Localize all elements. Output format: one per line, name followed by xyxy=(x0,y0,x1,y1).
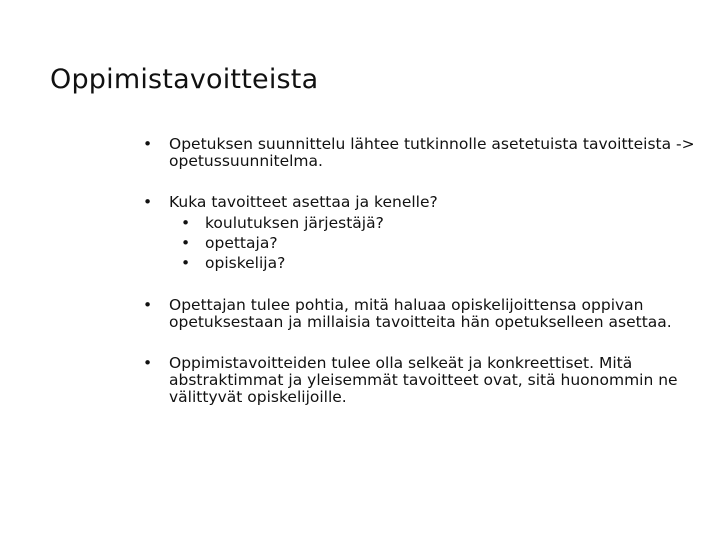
bullet-icon: • xyxy=(181,254,191,272)
bullet-icon: • xyxy=(143,354,153,372)
sub-list-item xyxy=(181,233,703,253)
bullet-text: Opetuksen suunnittelu lähtee tutkinnolle asetetuista tavoitteista -> opetussuunnitelma. xyxy=(169,135,695,170)
list-item xyxy=(143,297,703,331)
list-item xyxy=(143,355,703,406)
bullet-text: Opettajan tulee pohtia, mitä haluaa opiskelijoittensa oppivan opetuksestaan ja millaisia tavoitteita hän opetukselleen asettaa. xyxy=(169,296,672,331)
sub-list-item xyxy=(181,213,703,233)
bullet-icon: • xyxy=(143,135,153,153)
sub-item-text: opettaja? xyxy=(205,234,278,252)
bullet-icon: • xyxy=(143,193,153,211)
bullet-icon: • xyxy=(143,296,153,314)
bullet-icon: • xyxy=(181,234,191,252)
sub-list-item xyxy=(181,253,703,273)
sub-list xyxy=(169,213,703,273)
sub-item-text: koulutuksen järjestäjä? xyxy=(205,214,384,232)
list-item xyxy=(143,194,703,273)
bullet-icon: • xyxy=(181,214,191,232)
sub-item-text: opiskelija? xyxy=(205,254,286,272)
bullet-text: Oppimistavoitteiden tulee olla selkeät ja konkreettiset. Mitä abstraktimmat ja yleisemmät tavoitteet ovat, sitä huonommin ne välittyvät opiskelijoille. xyxy=(169,354,678,406)
slide-title: Oppimistavoitteista xyxy=(50,64,319,95)
list-item xyxy=(143,136,703,170)
bullet-list xyxy=(143,136,703,430)
bullet-text: Kuka tavoitteet asettaa ja kenelle? xyxy=(169,193,438,211)
